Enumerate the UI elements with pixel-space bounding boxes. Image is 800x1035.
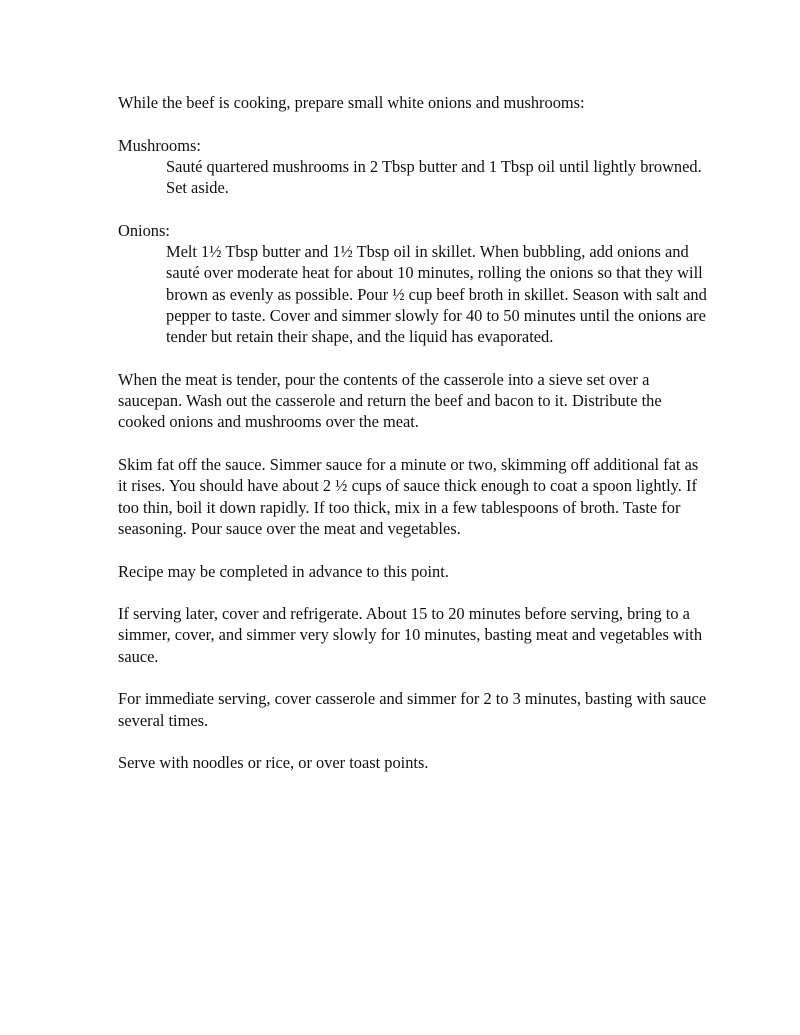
advance-note: Recipe may be completed in advance to this point. — [118, 561, 449, 581]
serving-suggestion: Serve with noodles or rice, or over toast points. — [118, 753, 429, 773]
immediate-serving-paragraph: For immediate serving, cover casserole and simmer for 2 to 3 minutes, basting with sauce several times. — [118, 689, 707, 730]
sauce-paragraph: Skim fat off the sauce. Simmer sauce for a minute or two, skimming off additional fat as it rises. You should have about 2 ½ cups of sauce thick enough to coat a spoon lightly. If too thin, boil it down rapidly. If too thick, mix in a few tablespoons of broth. Taste for seasoning. Pour sauce over the meat and vegetables. — [118, 455, 699, 538]
later-serving-paragraph: If serving later, cover and refrigerate. About 15 to 20 minutes before serving, bring to a simmer, cover, and simmer very slowly for 10 minutes, basting meat and vegetables with sauce. — [118, 604, 703, 666]
onions-instructions: Melt 1½ Tbsp butter and 1½ Tbsp oil in skillet. When bubbling, add onions and sauté over moderate heat for about 10 minutes, rolling the onions so that they will brown as evenly as possible. Pour ½ cup beef broth in skillet. Season with salt and pepper to taste. Cover and simmer slowly for 40 to 50 minutes until the onions are tender but retain their shape, and the liquid has evaporated. — [166, 242, 707, 347]
intro-paragraph: While the beef is cooking, prepare small white onions and mushrooms: — [118, 93, 585, 112]
recipe-body — [118, 92, 708, 795]
onions-heading: Onions: — [118, 220, 170, 240]
assembly-paragraph: When the meat is tender, pour the contents of the casserole into a sieve set over a saucepan. Wash out the casserole and return the beef and bacon to it. Distribute the cooked onions and mushrooms over the meat. — [118, 369, 662, 432]
mushrooms-heading: Mushrooms: — [118, 135, 201, 155]
mushrooms-instructions: Sauté quartered mushrooms in 2 Tbsp butter and 1 Tbsp oil until lightly browned. Set aside. — [166, 156, 702, 198]
